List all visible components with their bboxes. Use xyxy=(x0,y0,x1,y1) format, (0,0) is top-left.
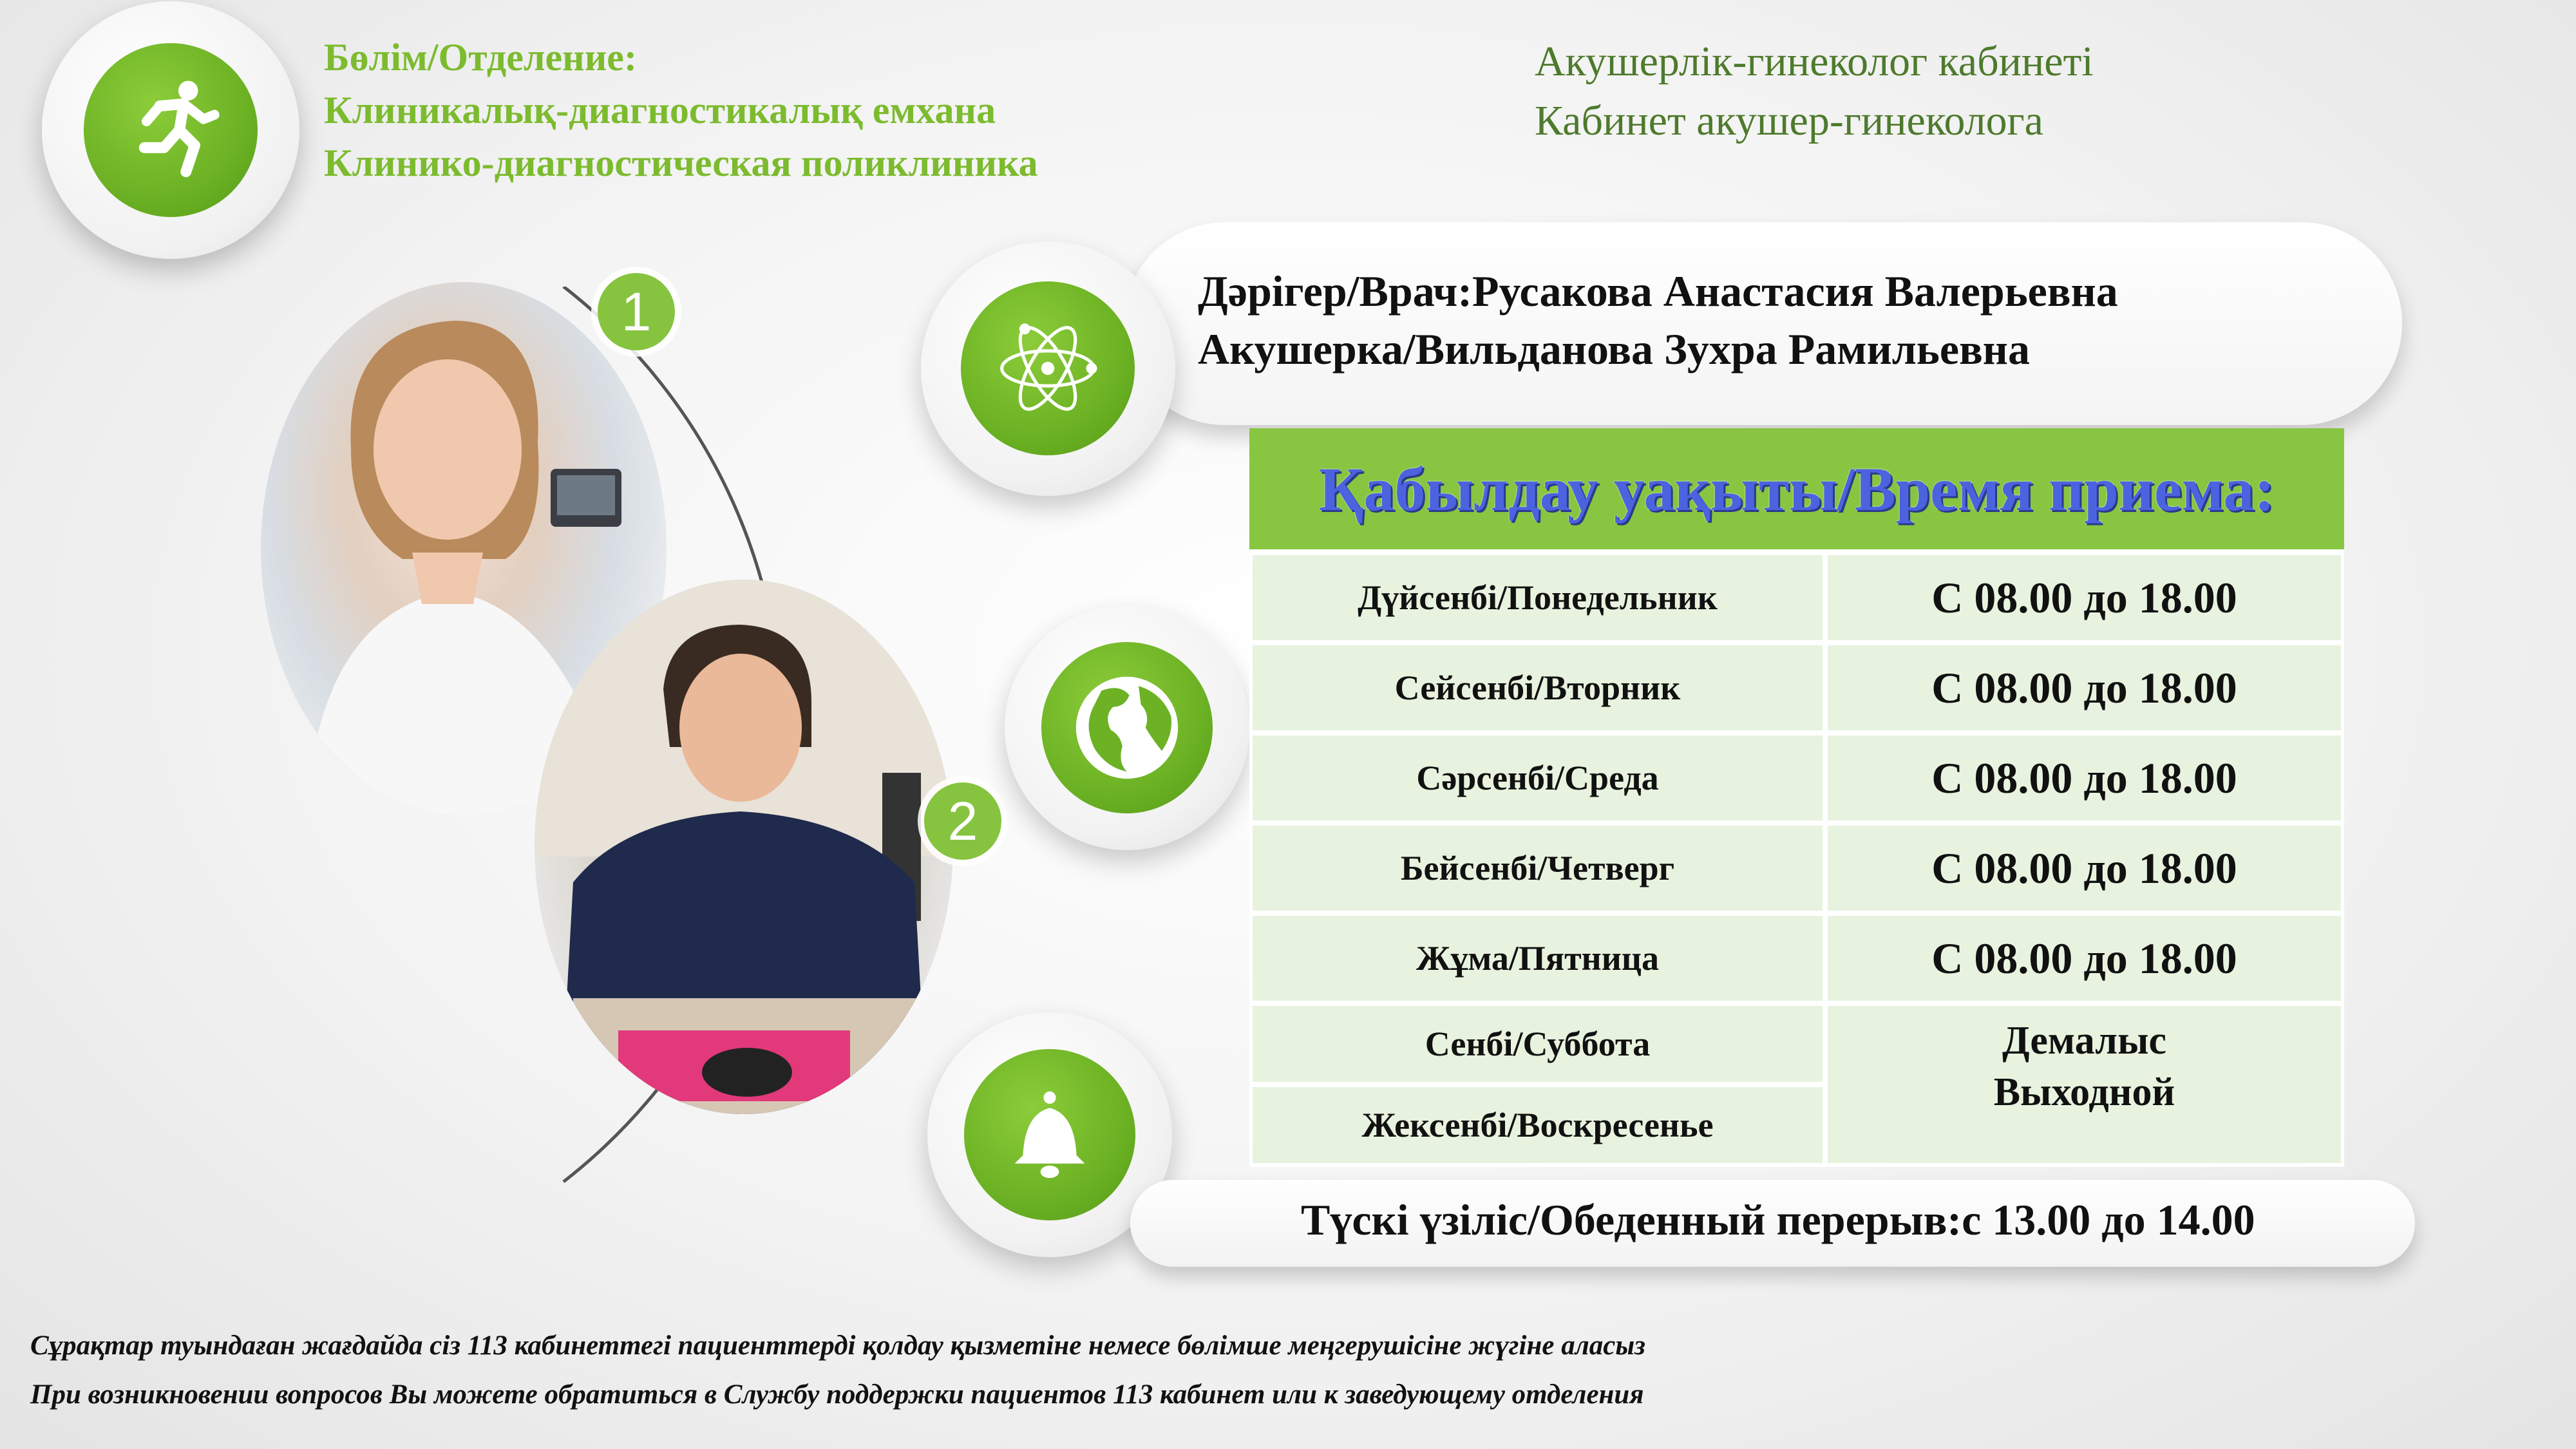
schedule-time-friday xyxy=(1828,916,2341,1001)
schedule-time-wednesday xyxy=(1828,735,2341,820)
globe-icon-badge xyxy=(1005,605,1249,850)
time-value: С 08.00 до 18.00 xyxy=(1931,663,2237,712)
schedule-time-monday xyxy=(1828,555,2341,640)
midwife-name: Акушерка/Вильданова Зухра Рамильевна xyxy=(1198,325,2030,374)
bell-icon-disc xyxy=(964,1049,1135,1220)
office-name-ru: Кабинет акушер-гинеколога xyxy=(1535,97,2043,144)
department-icon-disc xyxy=(84,43,258,217)
department-name-ru: Клинико-диагностическая поликлиника xyxy=(324,142,1038,184)
schedule-header xyxy=(1249,428,2344,549)
doctor-name: Дәрігер/Врач:Русакова Анастасия Валерьевна xyxy=(1198,267,2118,316)
schedule-row-friday xyxy=(1253,916,1823,1001)
schedule-weekend-status xyxy=(1828,1006,2341,1163)
department-icon-badge xyxy=(42,1,299,259)
day-label: Жұма/Пятница xyxy=(1416,939,1659,978)
running-person-icon xyxy=(116,75,225,185)
time-value: С 08.00 до 18.00 xyxy=(1931,843,2237,893)
atom-icon-badge xyxy=(921,242,1175,496)
midwife-photo-illustration xyxy=(535,580,953,1114)
globe-icon xyxy=(1069,670,1185,786)
footer-note-kz: Сұрақтар туындаған жағдайда сіз 113 кабинеттегі пациенттерді қолдау қызметіне немесе бөлімше меңгерушісіне жүгіне аласыз xyxy=(30,1331,1645,1361)
day-label: Дүйсенбі/Понедельник xyxy=(1358,578,1718,617)
schedule-row-sunday xyxy=(1253,1087,1823,1163)
day-label: Бейсенбі/Четверг xyxy=(1400,849,1675,887)
schedule-title: Қабылдау уақыты/Время приема: xyxy=(1318,454,2275,524)
midwife-photo xyxy=(535,580,953,1114)
time-value: С 08.00 до 18.00 xyxy=(1931,753,2237,802)
day-label: Сәрсенбі/Среда xyxy=(1416,759,1659,797)
time-value: С 08.00 до 18.00 xyxy=(1931,933,2237,983)
lunch-break-text: Түскі үзіліс/Обеденный перерыв:с 13.00 до 14.00 xyxy=(1301,1195,2255,1244)
department-info xyxy=(324,31,1038,189)
day-label: Сенбі/Суббота xyxy=(1425,1025,1651,1063)
photo-number-badge-2: 2 xyxy=(924,782,1001,860)
staff-names xyxy=(1198,262,2118,378)
time-value: С 08.00 до 18.00 xyxy=(1931,573,2237,622)
photo-number-badge-1: 1 xyxy=(598,273,675,350)
day-label: Жексенбі/Воскресенье xyxy=(1361,1106,1714,1144)
schedule-row-tuesday xyxy=(1253,645,1823,730)
schedule-time-thursday xyxy=(1828,826,2341,911)
schedule-row-monday xyxy=(1253,555,1823,640)
schedule-time-tuesday xyxy=(1828,645,2341,730)
schedule-row-wednesday xyxy=(1253,735,1823,820)
bell-icon xyxy=(998,1083,1101,1186)
department-label: Бөлім/Отделение: xyxy=(324,36,637,79)
schedule-row-saturday xyxy=(1253,1006,1823,1082)
atom-icon xyxy=(993,314,1103,423)
office-info xyxy=(1535,32,2094,151)
department-name-kz: Клиникалық-диагностикалық емхана xyxy=(324,89,996,131)
atom-icon-disc xyxy=(961,281,1135,455)
globe-icon-disc xyxy=(1041,642,1213,813)
footer-note-ru: При возникновении вопросов Вы можете обратиться в Службу поддержки пациентов 113 кабинет или к заведующему отделения xyxy=(30,1379,1644,1410)
schedule-row-thursday xyxy=(1253,826,1823,911)
footer-note xyxy=(30,1321,1645,1419)
day-label: Сейсенбі/Вторник xyxy=(1394,668,1681,707)
office-name-kz: Акушерлік-гинеколог кабинеті xyxy=(1535,38,2094,85)
weekend-label-kz: Демалыс xyxy=(2002,1019,2166,1063)
weekend-label-ru: Выходной xyxy=(1993,1070,2175,1114)
